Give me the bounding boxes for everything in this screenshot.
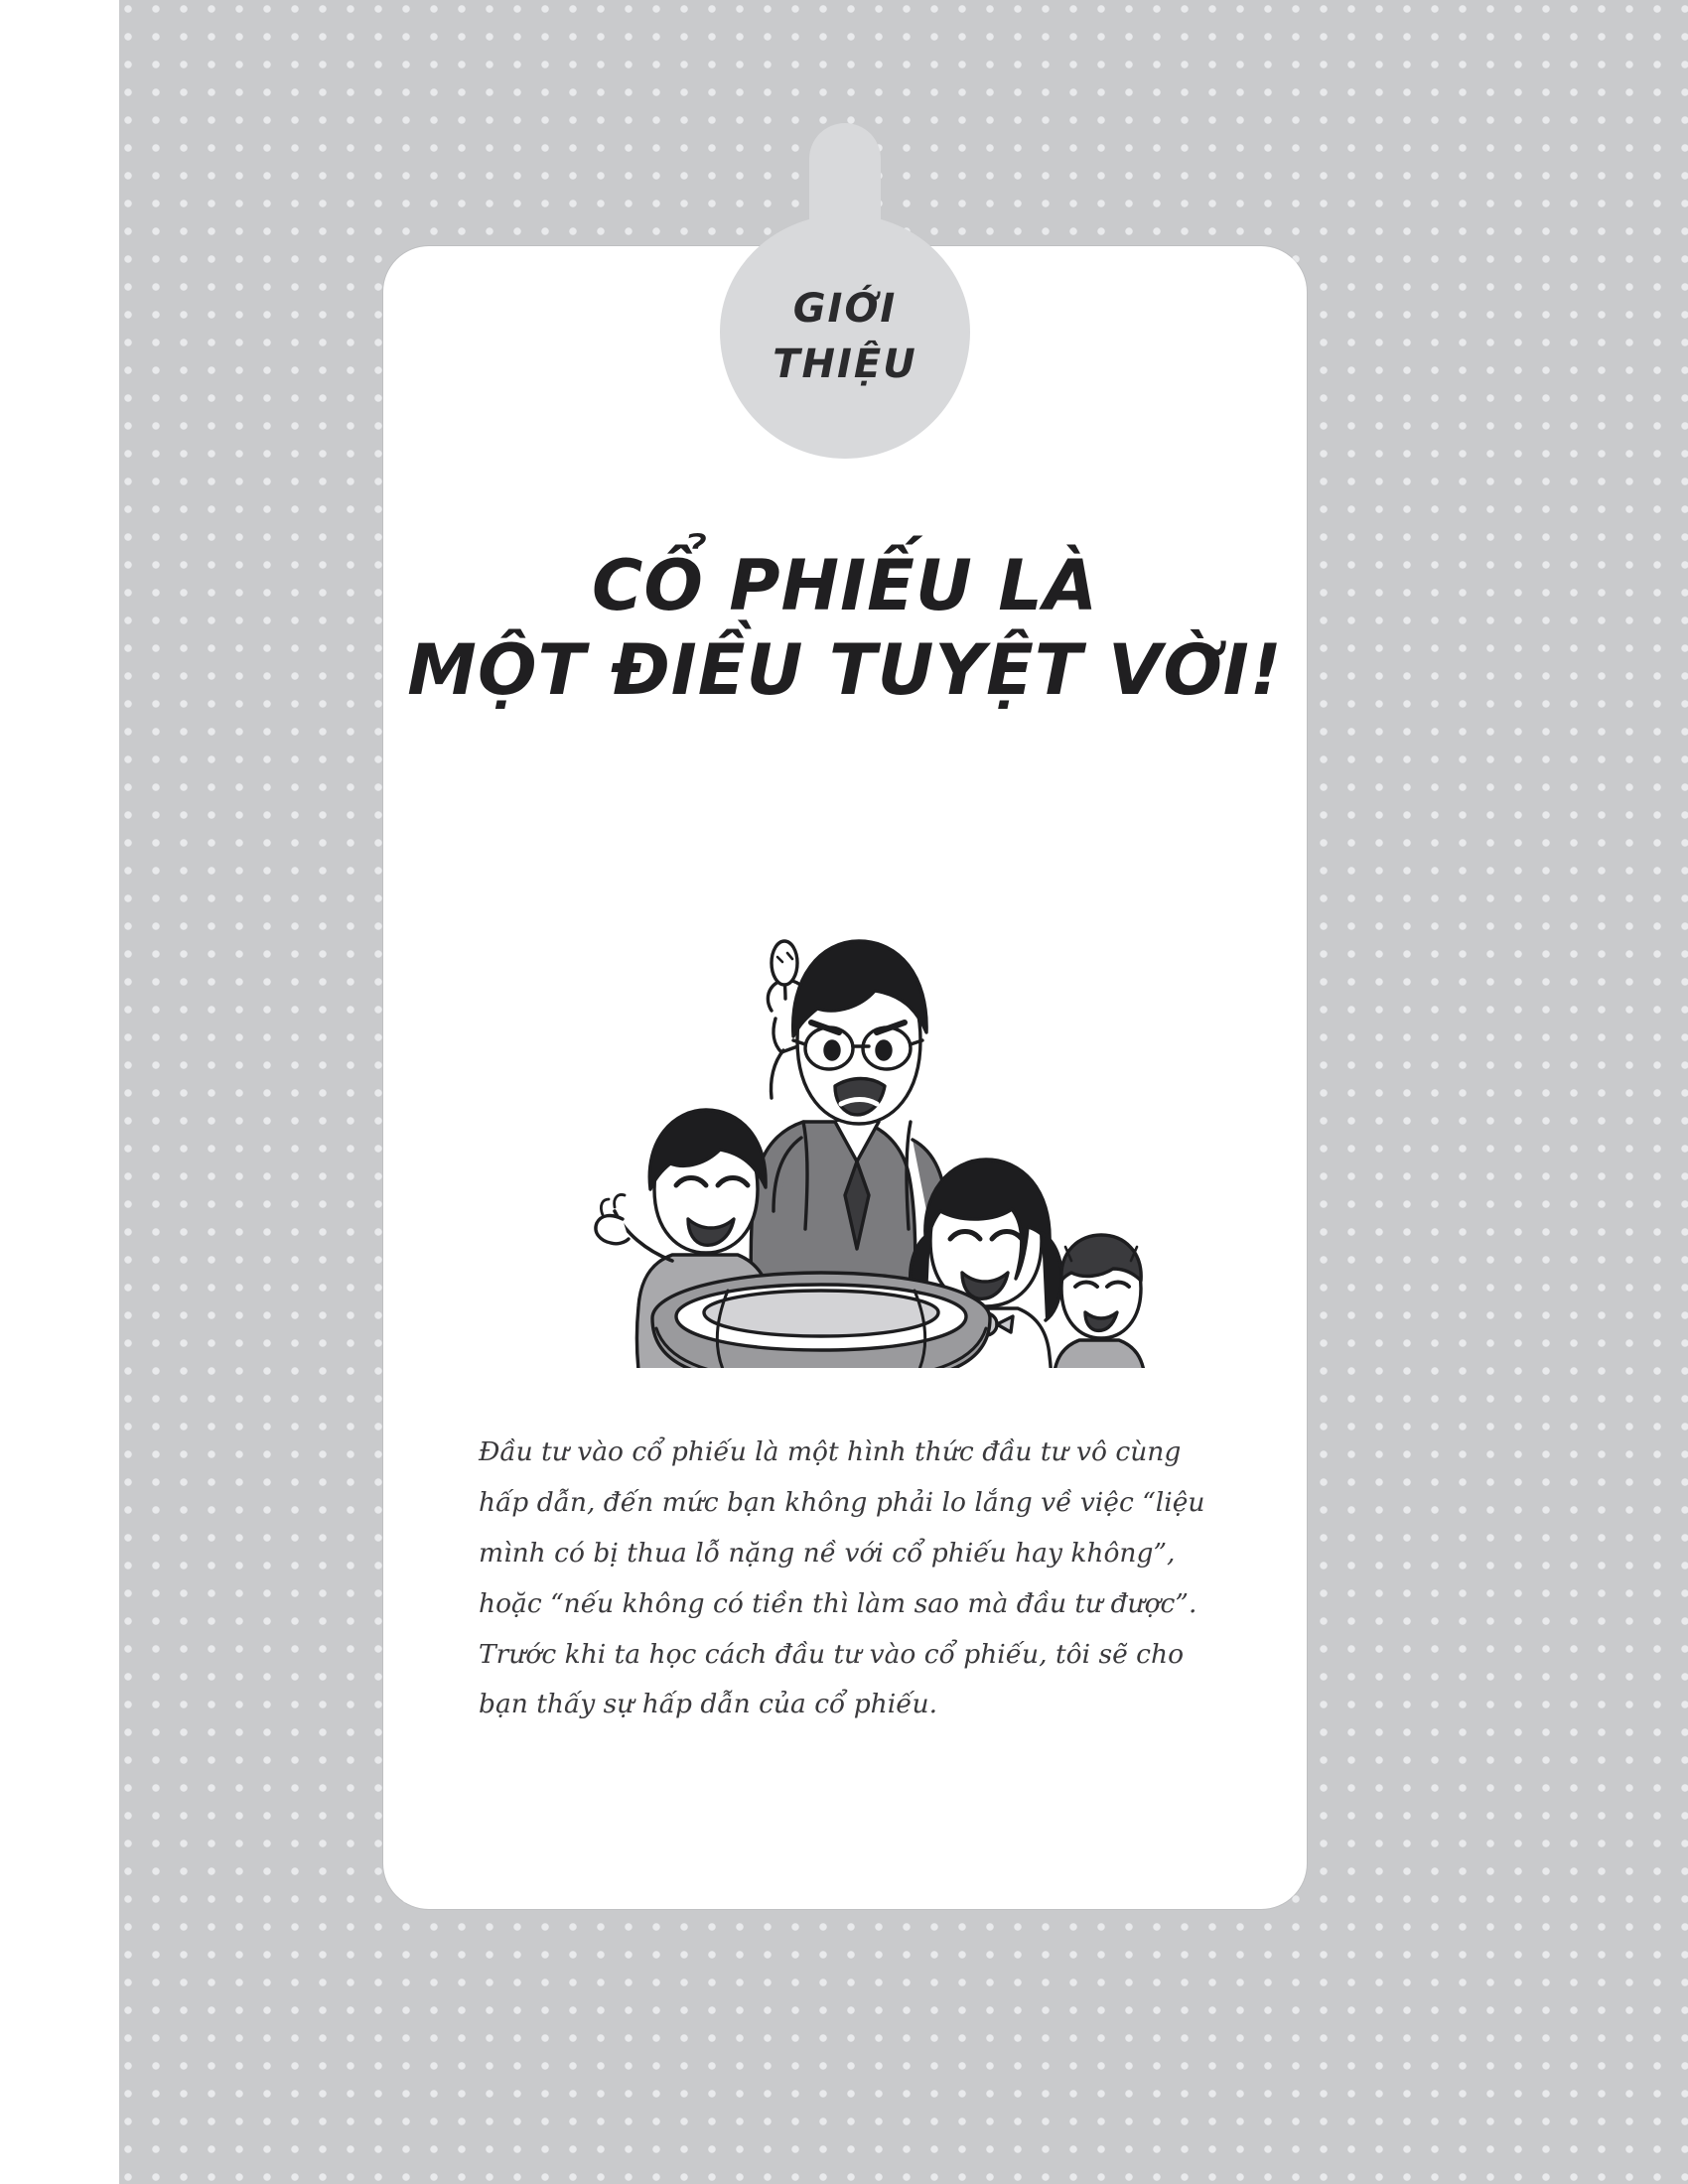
chapter-badge-line-1: GIỚI (792, 286, 898, 332)
illustration-businessman-and-children (537, 891, 1153, 1368)
chapter-badge-line-2: THIỆU (773, 341, 917, 387)
page-left-margin (0, 0, 119, 2184)
page-title-line-1: CỔ PHIẾU LÀ (592, 545, 1098, 626)
page-title-line-2: MỘT ĐIỀU TUYỆT VỜI! (407, 629, 1283, 712)
chapter-badge (715, 123, 975, 459)
content-card (383, 246, 1307, 1909)
chapter-badge-circle (720, 214, 970, 459)
body-paragraph: Đầu tư vào cổ phiếu là một hình thức đầu tư vô cùng hấp dẫn, đến mức bạn không phải lo lắng về việc “liệu mình có bị thua lỗ nặng nề với cổ phiếu hay không”, hoặc “nếu không có tiền thì làm sao mà đầu tư được”. Trước khi ta học cách đầu tư vào cổ phiếu, tôi sẽ cho bạn thấy sự hấp dẫn của cổ phiếu. (479, 1436, 1205, 1720)
page-title (383, 544, 1307, 714)
